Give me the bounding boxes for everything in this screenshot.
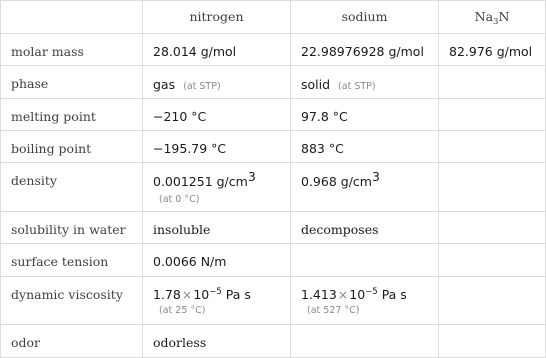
sodium-phase-note: (at STP) xyxy=(338,81,376,92)
row-label: surface tension xyxy=(11,254,109,269)
na3n-cell xyxy=(439,212,546,244)
table-row xyxy=(1,244,546,277)
sodium-molar-mass: 22.98976928 g/mol xyxy=(301,44,424,59)
nitrogen-cell xyxy=(143,244,291,277)
row-label-cell xyxy=(1,34,143,66)
row-label-cell xyxy=(1,212,143,244)
table-row xyxy=(1,99,546,131)
sodium-phase-wrap xyxy=(301,66,438,94)
table-row xyxy=(1,325,546,358)
header-na3n-tail: N xyxy=(498,9,510,24)
na3n-cell xyxy=(439,163,546,212)
nitrogen-viscosity-base: 10 xyxy=(193,287,210,302)
nitrogen-cell xyxy=(143,277,291,325)
sodium-cell xyxy=(291,277,439,325)
row-label-cell xyxy=(1,325,143,358)
sodium-cell xyxy=(291,163,439,212)
table-row xyxy=(1,34,546,66)
row-label-cell xyxy=(1,131,143,163)
row-label: dynamic viscosity xyxy=(11,287,123,302)
row-label: solubility in water xyxy=(11,222,126,237)
nitrogen-cell xyxy=(143,34,291,66)
nitrogen-phase-note: (at STP) xyxy=(183,81,221,92)
na3n-molar-mass: 82.976 g/mol xyxy=(449,44,533,59)
nitrogen-phase-wrap xyxy=(153,66,290,94)
sodium-cell xyxy=(291,244,439,277)
nitrogen-cell xyxy=(143,99,291,131)
nitrogen-cell xyxy=(143,66,291,99)
header-empty-cell xyxy=(1,1,143,34)
sodium-cell xyxy=(291,34,439,66)
sodium-density-exponent: 3 xyxy=(371,169,380,184)
row-label-cell xyxy=(1,66,143,99)
table-row xyxy=(1,131,546,163)
na3n-cell xyxy=(439,66,546,99)
nitrogen-solubility: insoluble xyxy=(153,222,211,237)
nitrogen-viscosity-note: (at 25 °C) xyxy=(159,305,206,316)
sodium-cell xyxy=(291,131,439,163)
row-label: phase xyxy=(11,76,49,91)
nitrogen-viscosity xyxy=(153,277,290,302)
na3n-cell xyxy=(439,244,546,277)
nitrogen-density-note: (at 0 °C) xyxy=(159,194,200,205)
header-na3n xyxy=(439,1,546,34)
row-label-cell xyxy=(1,277,143,325)
sodium-cell xyxy=(291,99,439,131)
nitrogen-melting-point: −210 °C xyxy=(153,109,207,124)
nitrogen-viscosity-exponent: −5 xyxy=(209,287,222,297)
nitrogen-density-exponent: 3 xyxy=(247,169,256,184)
nitrogen-phase: gas xyxy=(153,77,176,92)
row-label: molar mass xyxy=(11,44,84,59)
sodium-cell xyxy=(291,66,439,99)
table-row xyxy=(1,163,546,212)
nitrogen-surface-tension: 0.0066 N/m xyxy=(153,254,227,269)
header-na3n-base: Na xyxy=(474,9,494,24)
sodium-viscosity xyxy=(301,277,438,302)
sodium-cell xyxy=(291,212,439,244)
header-sodium xyxy=(291,1,439,34)
nitrogen-cell xyxy=(143,163,291,212)
row-label-cell xyxy=(1,99,143,131)
na3n-cell xyxy=(439,131,546,163)
na3n-cell xyxy=(439,277,546,325)
row-label: melting point xyxy=(11,109,96,124)
sodium-density: 0.968 g/cm xyxy=(301,174,372,189)
nitrogen-density-wrap xyxy=(153,163,290,191)
sodium-viscosity-note: (at 527 °C) xyxy=(307,305,360,316)
row-label-cell xyxy=(1,244,143,277)
sodium-solubility: decomposes xyxy=(301,222,379,237)
nitrogen-boiling-point: −195.79 °C xyxy=(153,141,227,156)
na3n-cell xyxy=(439,99,546,131)
nitrogen-viscosity-times: × xyxy=(181,287,193,302)
nitrogen-viscosity-mantissa: 1.78 xyxy=(153,287,181,302)
table-row xyxy=(1,66,546,99)
nitrogen-density: 0.001251 g/cm xyxy=(153,174,248,189)
sodium-viscosity-mantissa: 1.413 xyxy=(301,287,337,302)
sodium-viscosity-unit: Pa s xyxy=(377,287,407,302)
nitrogen-cell xyxy=(143,131,291,163)
na3n-cell xyxy=(439,325,546,358)
sodium-density-wrap xyxy=(301,163,438,191)
table-row xyxy=(1,277,546,325)
header-na3n-subscript: 3 xyxy=(493,17,499,27)
sodium-viscosity-times: × xyxy=(337,287,349,302)
nitrogen-odor: odorless xyxy=(153,335,207,350)
table-row xyxy=(1,212,546,244)
sodium-phase: solid xyxy=(301,77,331,92)
row-label: boiling point xyxy=(11,141,92,156)
header-nitrogen xyxy=(143,1,291,34)
na3n-cell xyxy=(439,34,546,66)
row-label: odor xyxy=(11,335,41,350)
sodium-viscosity-base: 10 xyxy=(349,287,366,302)
sodium-boiling-point: 883 °C xyxy=(301,141,344,156)
nitrogen-cell xyxy=(143,212,291,244)
sodium-melting-point: 97.8 °C xyxy=(301,109,348,124)
nitrogen-viscosity-unit: Pa s xyxy=(221,287,251,302)
sodium-cell xyxy=(291,325,439,358)
row-label-cell xyxy=(1,163,143,212)
header-sodium-label: sodium xyxy=(341,9,388,24)
row-label: density xyxy=(11,173,57,188)
nitrogen-cell xyxy=(143,325,291,358)
nitrogen-molar-mass: 28.014 g/mol xyxy=(153,44,237,59)
header-row xyxy=(1,1,546,34)
header-nitrogen-label: nitrogen xyxy=(189,9,244,24)
sodium-viscosity-exponent: −5 xyxy=(365,287,378,297)
header-na3n-label xyxy=(474,9,510,27)
